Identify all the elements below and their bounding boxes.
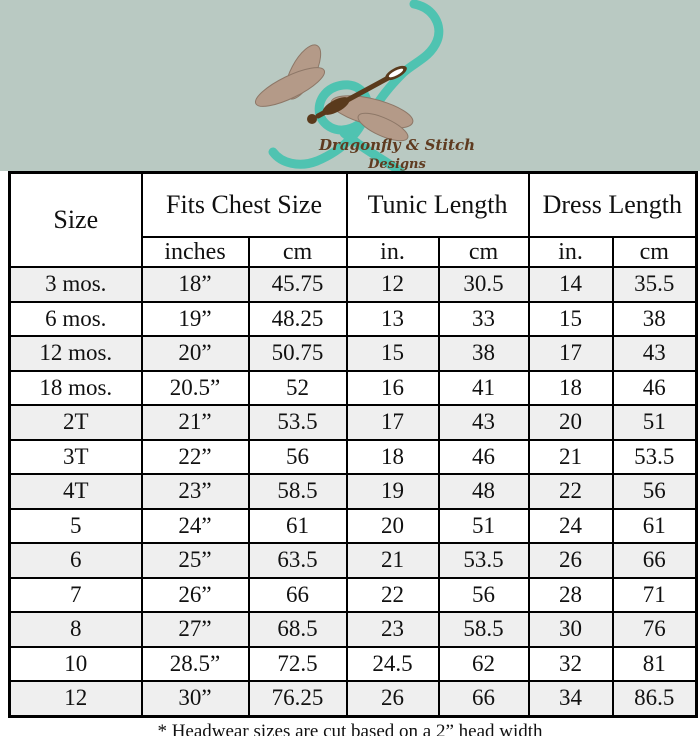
tunic-cm-cell: 62	[439, 647, 529, 682]
size-cell: 7	[10, 578, 142, 613]
size-cell: 3 mos.	[10, 267, 142, 302]
chest-inches-cell: 20”	[142, 336, 249, 371]
dress-cm-cell: 53.5	[613, 440, 697, 475]
tunic-cm-cell: 51	[439, 509, 529, 544]
size-cell: 6	[10, 543, 142, 578]
chest-cm-cell: 48.25	[249, 302, 347, 337]
chest-inches-cell: 22”	[142, 440, 249, 475]
brand-banner	[0, 0, 700, 171]
dress-in-cell: 34	[529, 681, 613, 716]
tunic-in-cell: 17	[347, 405, 439, 440]
dress-in-cell: 32	[529, 647, 613, 682]
tunic-cm-cell: 41	[439, 371, 529, 406]
size-table-row	[10, 509, 697, 544]
tunic-in-cell: 16	[347, 371, 439, 406]
tunic-in-cell: 26	[347, 681, 439, 716]
tunic-cm-cell: 43	[439, 405, 529, 440]
dress-cm-cell: 43	[613, 336, 697, 371]
chest-cm-cell: 58.5	[249, 474, 347, 509]
tunic-in-cell: 23	[347, 612, 439, 647]
unit-header-chest-cm: cm	[249, 237, 347, 267]
column-header-tunic-length: Tunic Length	[347, 173, 529, 238]
dress-in-cell: 24	[529, 509, 613, 544]
chest-inches-cell: 19”	[142, 302, 249, 337]
dress-in-cell: 14	[529, 267, 613, 302]
dress-in-cell: 30	[529, 612, 613, 647]
size-cell: 6 mos.	[10, 302, 142, 337]
unit-header-tunic-in: in.	[347, 237, 439, 267]
chest-inches-cell: 28.5”	[142, 647, 249, 682]
chest-cm-cell: 72.5	[249, 647, 347, 682]
tunic-cm-cell: 30.5	[439, 267, 529, 302]
size-table-row	[10, 336, 697, 371]
tunic-in-cell: 22	[347, 578, 439, 613]
chest-cm-cell: 53.5	[249, 405, 347, 440]
tunic-cm-cell: 33	[439, 302, 529, 337]
tunic-cm-cell: 48	[439, 474, 529, 509]
brand-subtitle-text: Designs	[368, 157, 426, 171]
dress-cm-cell: 81	[613, 647, 697, 682]
chest-cm-cell: 45.75	[249, 267, 347, 302]
dragonfly-stitch-logo	[0, 0, 700, 171]
chest-cm-cell: 52	[249, 371, 347, 406]
tunic-in-cell: 18	[347, 440, 439, 475]
dress-cm-cell: 56	[613, 474, 697, 509]
dress-cm-cell: 46	[613, 371, 697, 406]
size-table-row	[10, 612, 697, 647]
chest-cm-cell: 56	[249, 440, 347, 475]
chest-inches-cell: 23”	[142, 474, 249, 509]
unit-header-chest-inches: inches	[142, 237, 249, 267]
dress-in-cell: 22	[529, 474, 613, 509]
size-table-row	[10, 578, 697, 613]
chest-inches-cell: 25”	[142, 543, 249, 578]
size-table-row	[10, 681, 697, 716]
dress-in-cell: 21	[529, 440, 613, 475]
brand-name-text: Dragonfly & Stitch	[318, 136, 476, 154]
footnote-clipped: * Headwear sizes are cut based on a 2” head width	[157, 720, 543, 736]
tunic-in-cell: 12	[347, 267, 439, 302]
dragonfly-head-icon	[307, 114, 317, 124]
size-table-row	[10, 302, 697, 337]
tunic-cm-cell: 53.5	[439, 543, 529, 578]
size-cell: 10	[10, 647, 142, 682]
size-table-row	[10, 405, 697, 440]
size-table-row	[10, 440, 697, 475]
size-cell: 12 mos.	[10, 336, 142, 371]
dress-cm-cell: 61	[613, 509, 697, 544]
tunic-cm-cell: 38	[439, 336, 529, 371]
chest-inches-cell: 27”	[142, 612, 249, 647]
chest-inches-cell: 30”	[142, 681, 249, 716]
chest-cm-cell: 61	[249, 509, 347, 544]
tunic-cm-cell: 56	[439, 578, 529, 613]
chest-inches-cell: 18”	[142, 267, 249, 302]
column-header-chest: Fits Chest Size	[142, 173, 347, 238]
column-header-dress-length: Dress Length	[529, 173, 697, 238]
size-chart-table	[8, 171, 698, 718]
tunic-in-cell: 20	[347, 509, 439, 544]
size-cell: 18 mos.	[10, 371, 142, 406]
dress-cm-cell: 38	[613, 302, 697, 337]
dress-in-cell: 26	[529, 543, 613, 578]
size-cell: 4T	[10, 474, 142, 509]
column-header-size: Size	[10, 173, 142, 268]
tunic-cm-cell: 46	[439, 440, 529, 475]
unit-header-dress-in: in.	[529, 237, 613, 267]
tunic-in-cell: 13	[347, 302, 439, 337]
chest-cm-cell: 50.75	[249, 336, 347, 371]
chest-cm-cell: 68.5	[249, 612, 347, 647]
dress-cm-cell: 35.5	[613, 267, 697, 302]
chest-inches-cell: 21”	[142, 405, 249, 440]
chest-inches-cell: 24”	[142, 509, 249, 544]
dress-in-cell: 17	[529, 336, 613, 371]
size-table-row	[10, 543, 697, 578]
size-cell: 2T	[10, 405, 142, 440]
dress-cm-cell: 71	[613, 578, 697, 613]
chest-inches-cell: 26”	[142, 578, 249, 613]
size-table-row	[10, 267, 697, 302]
unit-header-dress-cm: cm	[613, 237, 697, 267]
unit-header-tunic-cm: cm	[439, 237, 529, 267]
tunic-in-cell: 19	[347, 474, 439, 509]
tunic-in-cell: 15	[347, 336, 439, 371]
dress-cm-cell: 76	[613, 612, 697, 647]
dress-in-cell: 15	[529, 302, 613, 337]
size-cell: 12	[10, 681, 142, 716]
dress-in-cell: 28	[529, 578, 613, 613]
chest-cm-cell: 63.5	[249, 543, 347, 578]
size-table-row	[10, 474, 697, 509]
tunic-cm-cell: 66	[439, 681, 529, 716]
size-cell: 5	[10, 509, 142, 544]
size-table-body	[10, 267, 697, 716]
chest-inches-cell: 20.5”	[142, 371, 249, 406]
size-cell: 8	[10, 612, 142, 647]
dress-cm-cell: 51	[613, 405, 697, 440]
chest-cm-cell: 66	[249, 578, 347, 613]
dress-cm-cell: 86.5	[613, 681, 697, 716]
tunic-in-cell: 24.5	[347, 647, 439, 682]
size-table-row	[10, 371, 697, 406]
size-cell: 3T	[10, 440, 142, 475]
tunic-cm-cell: 58.5	[439, 612, 529, 647]
dress-cm-cell: 66	[613, 543, 697, 578]
tunic-in-cell: 21	[347, 543, 439, 578]
dress-in-cell: 18	[529, 371, 613, 406]
size-table-row	[10, 647, 697, 682]
dress-in-cell: 20	[529, 405, 613, 440]
chest-cm-cell: 76.25	[249, 681, 347, 716]
